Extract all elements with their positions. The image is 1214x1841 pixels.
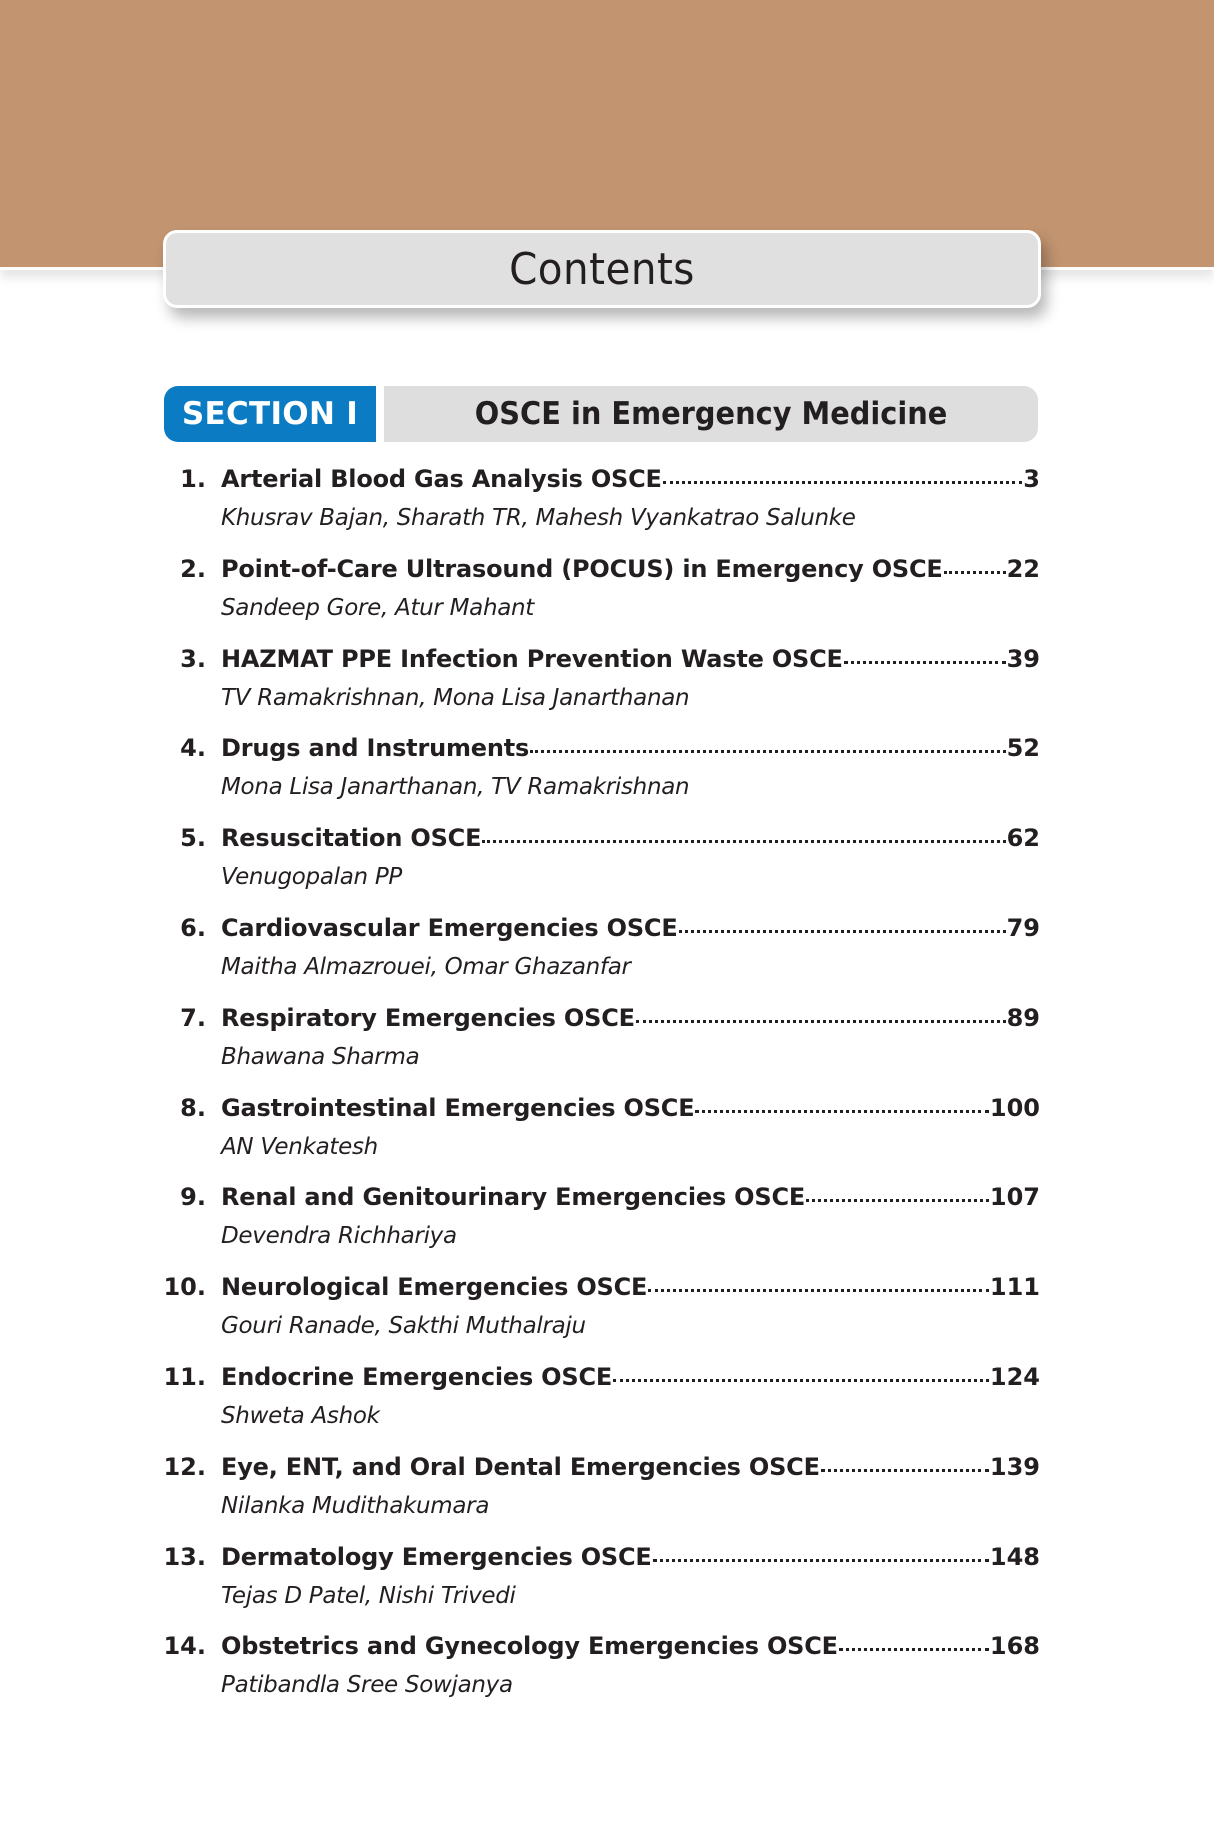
chapter-authors: Shweta Ashok <box>221 1402 380 1429</box>
dot-leader <box>530 750 1005 753</box>
dot-leader <box>648 1289 989 1292</box>
chapter-title[interactable]: Eye, ENT, and Oral Dental Emergencies OSCE <box>221 1452 820 1481</box>
chapter-authors: Venugopalan PP <box>221 864 402 891</box>
toc-entry-line[interactable] <box>160 734 1040 772</box>
chapter-title[interactable]: Obstetrics and Gynecology Emergencies OSCE <box>221 1632 838 1661</box>
chapter-title[interactable]: HAZMAT PPE Infection Prevention Waste OSCE <box>221 644 843 673</box>
page-number[interactable]: 22 <box>1006 554 1040 583</box>
page-number[interactable]: 168 <box>989 1632 1040 1661</box>
chapter-number: 14. <box>163 1632 206 1661</box>
toc-entry[interactable] <box>160 1543 1040 1633</box>
dot-leader <box>613 1379 989 1382</box>
chapter-title[interactable]: Neurological Emergencies OSCE <box>221 1273 648 1302</box>
toc-entry-line[interactable] <box>160 1363 1040 1401</box>
page-number[interactable]: 3 <box>1023 465 1040 493</box>
toc-entry[interactable] <box>160 1363 1040 1453</box>
chapter-number: 1. <box>180 465 206 493</box>
dot-leader <box>806 1199 989 1202</box>
page-number[interactable]: 100 <box>989 1093 1040 1122</box>
toc-entry[interactable] <box>160 1453 1040 1543</box>
chapter-number: 2. <box>180 554 206 583</box>
section-label: SECTION I <box>164 386 376 442</box>
chapter-authors: Maitha Almazrouei, Omar Ghazanfar <box>221 953 631 980</box>
contents-heading-box <box>163 230 1041 308</box>
page-number[interactable]: 124 <box>989 1362 1040 1391</box>
chapter-authors: AN Venkatesh <box>221 1133 378 1160</box>
chapter-number: 6. <box>180 913 206 942</box>
toc-entry-line[interactable] <box>160 1183 1040 1221</box>
toc-entry-line[interactable] <box>160 1004 1040 1042</box>
toc-entry-line[interactable] <box>160 465 1040 503</box>
chapter-authors: Khusrav Bajan, Sharath TR, Mahesh Vyankatrao Salunke <box>221 505 856 531</box>
section-title: OSCE in Emergency Medicine <box>474 396 948 432</box>
toc-entry[interactable] <box>160 555 1040 645</box>
toc-entry[interactable] <box>160 914 1040 1004</box>
dot-leader <box>821 1469 989 1472</box>
chapter-title[interactable]: Respiratory Emergencies OSCE <box>221 1003 635 1032</box>
dot-leader <box>844 661 1006 664</box>
toc-entry-line[interactable] <box>160 1632 1040 1670</box>
dot-leader <box>695 1110 988 1113</box>
chapter-authors: TV Ramakrishnan, Mona Lisa Janarthanan <box>221 684 690 711</box>
toc-entry[interactable] <box>160 824 1040 914</box>
toc-entry[interactable] <box>160 1632 1040 1722</box>
toc-entry[interactable] <box>160 1004 1040 1094</box>
toc-entry[interactable] <box>160 1183 1040 1273</box>
dot-leader <box>839 1648 989 1651</box>
chapter-title[interactable]: Endocrine Emergencies OSCE <box>221 1362 613 1391</box>
chapter-authors: Bhawana Sharma <box>221 1043 420 1070</box>
page-title: Contents <box>509 243 695 295</box>
toc-entry-line[interactable] <box>160 914 1040 952</box>
page-number[interactable]: 148 <box>989 1542 1040 1571</box>
chapter-title[interactable]: Gastrointestinal Emergencies OSCE <box>221 1093 695 1122</box>
toc-entry[interactable] <box>160 1094 1040 1184</box>
chapter-title[interactable]: Arterial Blood Gas Analysis OSCE <box>221 465 662 493</box>
toc-entry-line[interactable] <box>160 824 1040 862</box>
toc-entry[interactable] <box>160 465 1040 555</box>
chapter-title[interactable]: Point-of-Care Ultrasound (POCUS) in Emergency OSCE <box>221 554 943 583</box>
chapter-authors: Devendra Richhariya <box>221 1223 457 1250</box>
page-number[interactable]: 39 <box>1006 644 1040 673</box>
chapter-title[interactable]: Resuscitation OSCE <box>221 824 482 853</box>
chapter-title[interactable]: Renal and Genitourinary Emergencies OSCE <box>221 1183 806 1212</box>
chapter-authors: Patibandla Sree Sowjanya <box>221 1672 513 1699</box>
toc-entry-line[interactable] <box>160 1453 1040 1491</box>
toc-entry[interactable] <box>160 1273 1040 1363</box>
toc-list <box>160 465 1040 1722</box>
dot-leader <box>636 1020 1006 1023</box>
chapter-number: 3. <box>180 644 206 673</box>
page-number[interactable]: 111 <box>989 1273 1040 1302</box>
dot-leader <box>653 1559 989 1562</box>
page-number[interactable]: 139 <box>989 1452 1040 1481</box>
chapter-number: 4. <box>180 734 206 763</box>
dot-leader <box>482 840 1005 843</box>
toc-entry-line[interactable] <box>160 555 1040 593</box>
chapter-number: 10. <box>163 1273 206 1302</box>
chapter-number: 8. <box>180 1093 206 1122</box>
chapter-title[interactable]: Dermatology Emergencies OSCE <box>221 1542 652 1571</box>
dot-leader <box>679 930 1006 933</box>
page-number[interactable]: 52 <box>1006 734 1040 763</box>
dot-leader <box>944 571 1006 574</box>
toc-entry-line[interactable] <box>160 645 1040 683</box>
section-header <box>164 386 1038 442</box>
page-number[interactable]: 62 <box>1006 824 1040 853</box>
chapter-number: 12. <box>163 1452 206 1481</box>
chapter-number: 5. <box>180 824 206 853</box>
section-title-box <box>384 386 1038 442</box>
chapter-authors: Sandeep Gore, Atur Mahant <box>221 594 535 621</box>
chapter-authors: Tejas D Patel, Nishi Trivedi <box>221 1582 516 1609</box>
chapter-authors: Nilanka Mudithakumara <box>221 1492 490 1519</box>
page-number[interactable]: 79 <box>1006 913 1040 942</box>
chapter-number: 11. <box>163 1362 206 1391</box>
page-number[interactable]: 89 <box>1006 1003 1040 1032</box>
chapter-title[interactable]: Drugs and Instruments <box>221 734 530 763</box>
page-number[interactable]: 107 <box>989 1183 1040 1212</box>
chapter-number: 7. <box>180 1003 206 1032</box>
chapter-authors: Mona Lisa Janarthanan, TV Ramakrishnan <box>221 774 690 801</box>
chapter-title[interactable]: Cardiovascular Emergencies OSCE <box>221 913 678 942</box>
toc-entry-line[interactable] <box>160 1094 1040 1132</box>
toc-entry-line[interactable] <box>160 1543 1040 1581</box>
chapter-number: 9. <box>180 1183 206 1212</box>
chapter-number: 13. <box>163 1542 206 1571</box>
toc-entry[interactable] <box>160 734 1040 824</box>
chapter-authors: Gouri Ranade, Sakthi Muthalraju <box>221 1313 586 1340</box>
dot-leader <box>663 481 1023 484</box>
toc-entry-line[interactable] <box>160 1273 1040 1311</box>
toc-entry[interactable] <box>160 645 1040 735</box>
